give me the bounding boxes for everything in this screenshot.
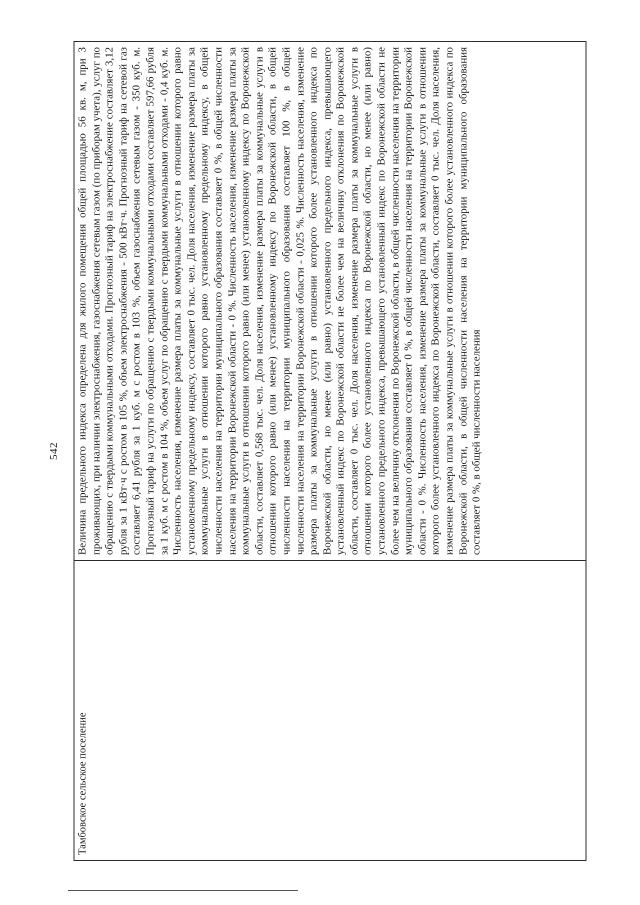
municipality-name-cell: Тамбовское сельское поселение bbox=[75, 560, 586, 860]
description-cell: Величина предельного индекса определена для жилого помещения общей площадью 56 кв. м, при 3 проживающих, при наличии электроснабжения, газоснабжения сетевым газом (по приборам учета), услуг по обращению с твердыми коммунальными отходами. Прогнозный тариф на электроснабжение составляет 3,12 рубля за 1 кВт·ч с ростом в 105 %, объем электроснабжения - 500 кВт·ч. Прогнозный тариф на сетевой газ составляет 6,41 рубля за 1 куб. м с ростом в 103 %, объем газоснабжения сетевым газом - 350 куб. м. Прогнозный тариф на услуги по обращению с твердыми коммунальными отходами составляет 597,66 рубля за 1 куб. м с ростом в 104 %, объем услуг по обращению с твердыми коммунальными отходами - 0,4 куб. м. Численность населения, изменение размера платы за коммунальные услуги в отношении которого равно установленному предельному индексу, составляет 0 тыс. чел. Доля населения, изменение размера платы за коммунальные услуги в отношении которого равно установленному предельному индексу, в общей численности населения на территории муниципального образования составляет 0 %, в общей численности населения на территории Воронежской области - 0 %. Численность населения, изменение размера платы за коммунальные услуги в отношении которого равно (или менее) установленному индексу по Воронежской области, составляет 0,568 тыс. чел. Доля населения, изменение размера платы за коммунальные услуги в отношении которого равно (или менее) установленному индексу по Воронежской области, в общей численности населения на территории муниципального образования составляет 100 %, в общей численности населения на территории Воронежской области - 0,025 %. Численность населения, изменение размера платы за коммунальные услуги в отношении которого более установленного индекса по Воронежской области, но менее (или равно) установленного предельного индекса, превышающего установленный индекс по Воронежской области не более чем на величину отклонения по Воронежской области, составляет 0 тыс. чел. Доля населения, изменение размера платы за коммунальные услуги в отношении которого более установленного индекса по Воронежской области, но менее (или равно) установленного предельного индекса, превышающего установленный индекс по Воронежской области не более чем на величину отклонения по Воронежской области, в общей численности населения на территории муниципального образования составляет 0 %, в общей численности населения на территории Воронежской области - 0 %. Численность населения, изменение размера платы за коммунальные услуги в отношении которого более установленного индекса по Воронежской области, составляет 0 тыс. чел. Доля населения, изменение размера платы за коммунальные услуги в отношении которого более установленного индекса по Воронежской области, в общей численности населения на территории муниципального образования составляет 0 %, в общей численности населения bbox=[76, 47, 483, 555]
page-number: 542 bbox=[48, 442, 60, 460]
footer-rule bbox=[68, 890, 298, 891]
data-table bbox=[74, 41, 587, 861]
